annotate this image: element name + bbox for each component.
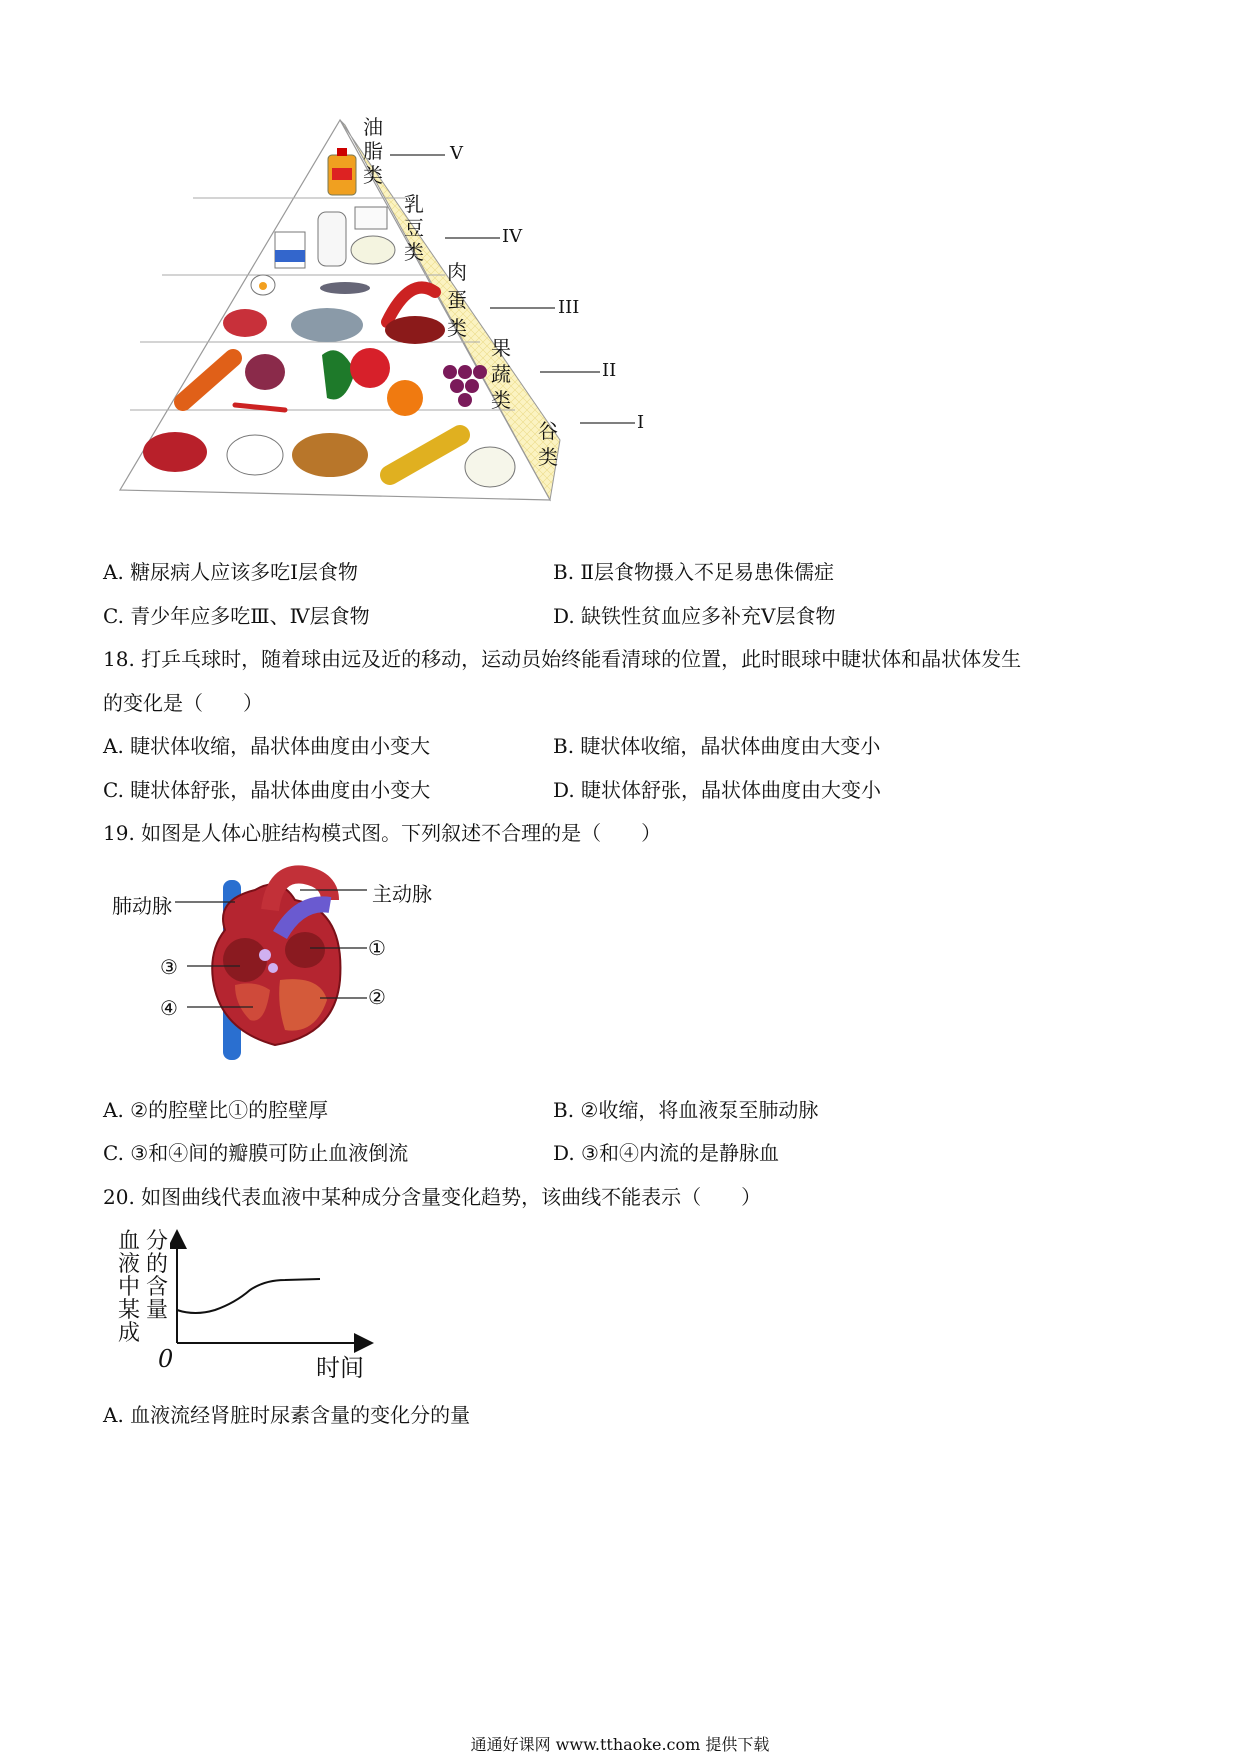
pyramid-label-i-text: 谷 类 — [538, 419, 558, 469]
pyramid-roman-iv: IV — [502, 226, 523, 247]
q18-option-a: A. 睫状体收缩，晶状体曲度由小变大 — [103, 734, 431, 758]
pyramid-label-iii-text: 肉 蛋 类 — [447, 260, 467, 340]
heart-label-3: ③ — [160, 955, 178, 979]
q20-xlabel: 时间 — [316, 1354, 364, 1382]
pyramid-label-ii-text: 果 蔬 类 — [491, 336, 511, 412]
q17-option-a: A. 糖尿病人应该多吃Ⅰ层食物 — [103, 560, 359, 584]
pyramid-roman-iii: III — [558, 297, 580, 318]
q20-curve-graph — [170, 1228, 380, 1358]
heart-label-aorta: 主动脉 — [372, 882, 432, 906]
q20-stem: 20. 如图曲线代表血液中某种成分含量变化趋势，该曲线不能表示（ ） — [103, 1185, 762, 1209]
q19-stem: 19. 如图是人体心脏结构模式图。下列叙述不合理的是（ ） — [103, 821, 662, 845]
pyramid-label-iv-text: 乳 豆 类 — [404, 192, 424, 264]
q19-option-b: B. ②收缩，将血液泵至肺动脉 — [553, 1098, 819, 1122]
q18-stem-line2: 的变化是（ ） — [103, 691, 263, 715]
q20-ylabel-col2: 分的含量 — [146, 1229, 169, 1323]
q20-origin-label: 0 — [158, 1345, 174, 1373]
oil-bottle-icon — [328, 148, 356, 195]
q18-option-d: D. 睫状体舒张，晶状体曲度由大变小 — [553, 778, 882, 802]
q18-option-b: B. 睫状体收缩，晶状体曲度由大变小 — [553, 734, 881, 758]
heart-label-pulmonary-artery: 肺动脉 — [112, 894, 172, 918]
q17-option-b: B. Ⅱ层食物摄入不足易患侏儒症 — [553, 560, 835, 584]
q19-option-a: A. ②的腔壁比①的腔壁厚 — [103, 1098, 329, 1122]
page-footer: 通通好课网 www.tthaoke.com 提供下载 — [470, 1735, 770, 1754]
heart-label-2: ② — [368, 985, 386, 1009]
valve-dot-shape — [259, 949, 271, 961]
pyramid-label-v-text: 油 脂 类 — [363, 115, 383, 187]
trend-curve — [177, 1279, 320, 1313]
pyramid-roman-ii: II — [602, 360, 617, 381]
heart-label-4: ④ — [160, 996, 178, 1020]
q19-option-d: D. ③和④内流的是静脉血 — [553, 1141, 779, 1165]
q19-option-c: C. ③和④间的瓣膜可防止血液倒流 — [103, 1141, 409, 1165]
pyramid-roman-v: V — [450, 143, 463, 164]
pyramid-roman-i: I — [637, 412, 645, 433]
heart-label-1: ① — [368, 936, 386, 960]
left-atrium-shape — [285, 932, 325, 968]
q17-option-c: C. 青少年应多吃Ⅲ、Ⅳ层食物 — [103, 604, 370, 628]
q20-ylabel-col1: 血液中某成 — [118, 1229, 141, 1346]
q18-option-c: C. 睫状体舒张，晶状体曲度由小变大 — [103, 778, 431, 802]
q17-option-d: D. 缺铁性贫血应多补充Ⅴ层食物 — [553, 604, 836, 628]
q18-stem-line1: 18. 打乒乓球时，随着球由远及近的移动，运动员始终能看清球的位置，此时眼球中睫状体和晶状体发生 — [103, 647, 1022, 671]
right-atrium-shape — [223, 938, 267, 982]
valve-dot-shape — [268, 963, 278, 973]
q20-option-a: A. 血液流经肾脏时尿素含量的变化分的量 — [103, 1403, 471, 1427]
food-pyramid-figure — [115, 110, 675, 560]
